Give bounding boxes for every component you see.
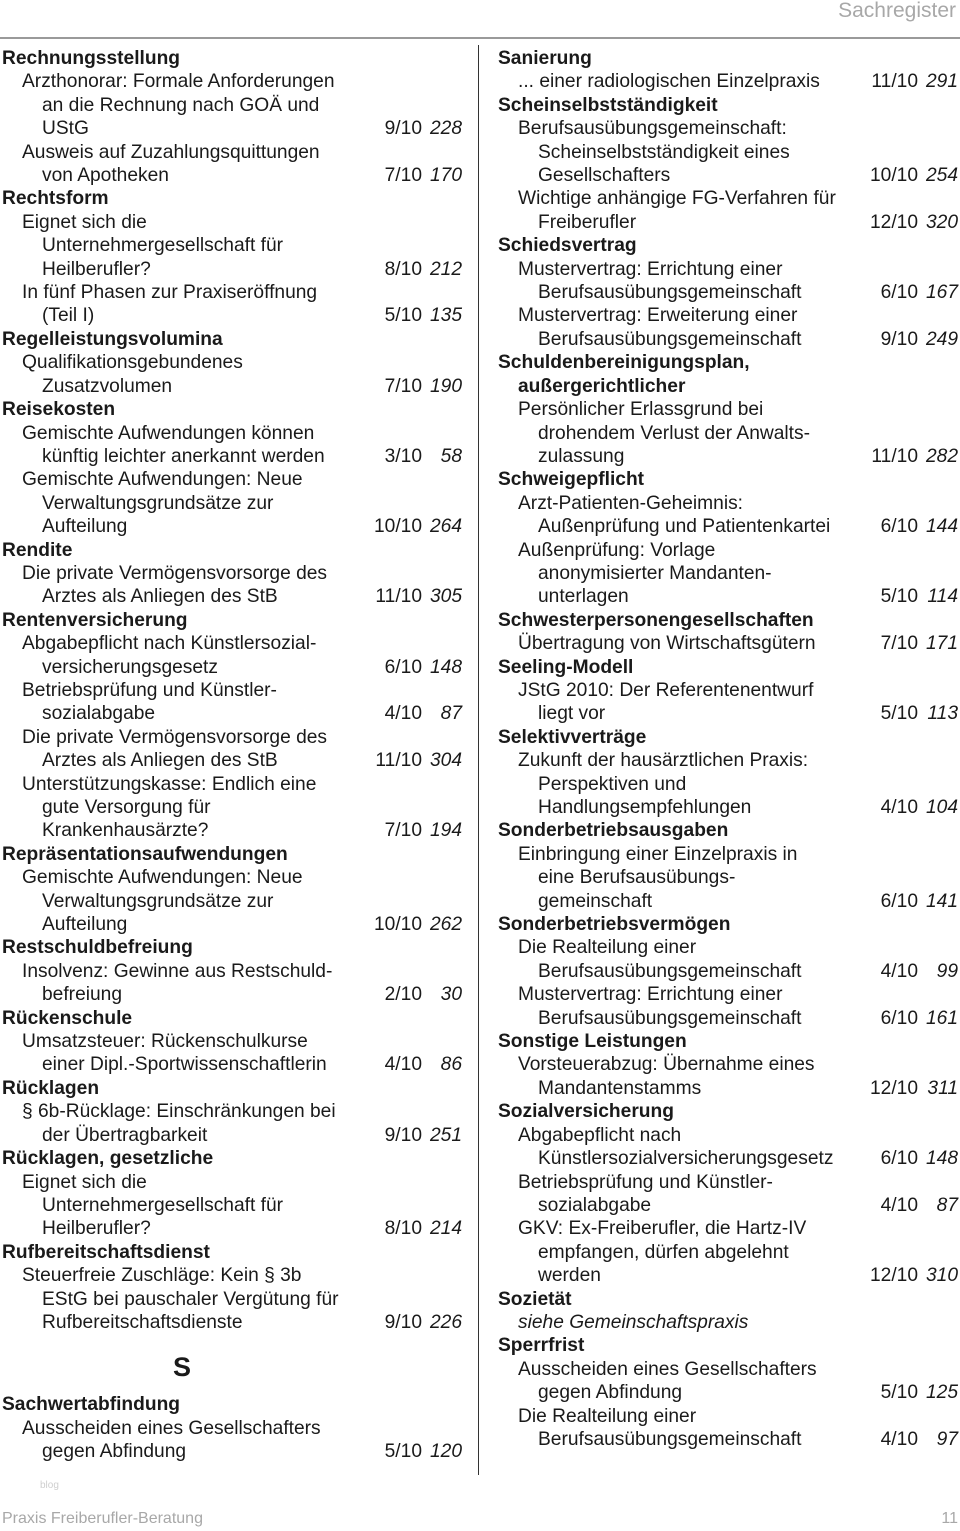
- running-header-title: Sachregister: [838, 0, 956, 22]
- index-entry-row: [498, 960, 958, 983]
- index-heading: Reisekosten: [2, 399, 116, 421]
- index-heading: Sperrfrist: [498, 1335, 585, 1357]
- index-subentry: Mustervertrag: Errichtung einer: [518, 258, 783, 280]
- page-number: 58: [440, 445, 462, 467]
- index-subentry: In fünf Phasen zur Praxiseröffnung: [22, 282, 318, 304]
- index-entry-row: [2, 117, 462, 140]
- index-subentry: § 6b-Rücklage: Einschränkungen bei: [22, 1101, 336, 1123]
- index-subentry: Mustervertrag: Erweiterung einer: [518, 305, 798, 327]
- index-subentry: JStG 2010: Der Referentenentwurf: [518, 679, 814, 701]
- index-entry-text: Aufteilung: [42, 516, 128, 538]
- page-number: 214: [429, 1218, 462, 1240]
- page-number: 262: [429, 914, 462, 936]
- index-entry-row: [2, 656, 462, 679]
- index-subentry-continuation: eine Berufsausübungs-: [538, 867, 736, 889]
- index-subentry: Berufsausübungsgemeinschaft:: [518, 118, 787, 140]
- index-entry-text: Arztes als Anliegen des StB: [42, 586, 278, 608]
- index-heading: Schiedsvertrag: [498, 235, 637, 257]
- page-number: 30: [440, 984, 462, 1006]
- issue-number: 6/10: [384, 656, 422, 678]
- index-heading: Sonstige Leistungen: [498, 1031, 687, 1053]
- index-entry-text: UStG: [42, 118, 89, 140]
- page-number: 311: [927, 1077, 958, 1099]
- page-number: 249: [925, 328, 958, 350]
- index-entry-row: [498, 796, 958, 819]
- index-entry-row: [498, 1428, 958, 1451]
- issue-number: 5/10: [880, 1382, 918, 1404]
- index-subentry: Ausscheiden eines Gesellschafters: [22, 1417, 321, 1439]
- page-number: 141: [925, 890, 958, 912]
- issue-number: 7/10: [880, 633, 918, 655]
- index-entry-text: gegen Abfindung: [538, 1382, 683, 1404]
- index-entry-row: [2, 304, 462, 327]
- index-subentry: Gemischte Aufwendungen können: [22, 422, 315, 444]
- index-entry-row: [498, 1194, 958, 1217]
- index-subentry: Betriebsprüfung und Künstler-: [518, 1171, 773, 1193]
- issue-number: 10/10: [869, 165, 918, 187]
- page-number: 135: [429, 305, 462, 327]
- index-subentry: GKV: Ex-Freiberufler, die Hartz-IV: [518, 1218, 807, 1240]
- index-entry-row: [2, 913, 462, 936]
- column-divider: [478, 45, 479, 1475]
- index-entry-row: [2, 445, 462, 468]
- issue-number: 4/10: [880, 960, 918, 982]
- index-entry-text: der Übertragbarkeit: [42, 1124, 208, 1146]
- index-heading: Rechnungsstellung: [2, 48, 181, 69]
- page-number: 113: [927, 703, 958, 725]
- index-subentry: Steuerfreie Zuschläge: Kein § 3b: [22, 1265, 302, 1287]
- index-entry-text: (Teil I): [42, 305, 95, 327]
- page-number: 125: [925, 1382, 958, 1404]
- issue-number: 5/10: [384, 1441, 422, 1463]
- index-entry-row: [498, 890, 958, 913]
- index-entry-row: [2, 1124, 462, 1147]
- issue-number: 12/10: [869, 1077, 918, 1099]
- index-subentry-continuation: gute Versorgung für: [42, 797, 211, 818]
- index-entry-text: Berufsausübungsgemeinschaft: [538, 960, 802, 982]
- issue-number: 12/10: [869, 211, 918, 233]
- issue-number: 4/10: [880, 797, 918, 818]
- index-subentry: Abgabepflicht nach: [518, 1124, 682, 1146]
- index-cross-reference: siehe Gemeinschaftspraxis: [518, 1311, 749, 1333]
- index-entry-row: [498, 1007, 958, 1030]
- index-subentry-continuation: an die Rechnung nach GOÄ und: [42, 94, 320, 116]
- index-entry-text: Freiberufler: [538, 211, 637, 233]
- index-entry-row: [498, 585, 958, 608]
- page-number: 251: [429, 1124, 462, 1146]
- index-entry-row: [2, 983, 462, 1006]
- index-heading: Repräsentationsaufwendungen: [2, 843, 288, 865]
- index-subentry: Unterstützungskasse: Endlich eine: [22, 773, 317, 795]
- index-subentry: Insolvenz: Gewinne aus Restschuld-: [22, 960, 333, 982]
- page-number: 86: [440, 1054, 462, 1076]
- index-entry-text: einer Dipl.-Sportwissenschaftlerin: [42, 1054, 327, 1076]
- index-heading: Scheinselbstständigkeit: [498, 94, 718, 116]
- index-entry-text: Gesellschafters: [538, 165, 671, 187]
- page-number: 254: [925, 165, 958, 187]
- index-entry-text: ... einer radiologischen Einzelpraxis: [518, 71, 820, 93]
- index-subentry: Die private Vermögensvorsorge des: [22, 726, 328, 748]
- issue-number: 6/10: [880, 1007, 918, 1029]
- index-entry-text: von Apotheken: [42, 165, 169, 187]
- index-entry-text: Heilberufler?: [42, 1218, 151, 1240]
- issue-number: 8/10: [384, 1218, 422, 1240]
- index-subentry: Einbringung einer Einzelpraxis in: [518, 843, 798, 865]
- index-entry-row: [498, 1147, 958, 1170]
- index-heading: Rendite: [2, 539, 73, 561]
- index-entry-text: Zusatzvolumen: [42, 375, 173, 397]
- page-number: 310: [925, 1265, 958, 1287]
- page-number: 171: [925, 633, 958, 655]
- index-entry-row: [498, 1381, 958, 1404]
- index-subentry: Zukunft der hausärztlichen Praxis:: [518, 750, 809, 772]
- page-number: 87: [440, 703, 462, 725]
- index-subentry: Mustervertrag: Errichtung einer: [518, 984, 783, 1006]
- index-entry-text: liegt vor: [538, 703, 606, 725]
- index-entry-row: [498, 515, 958, 538]
- index-subentry: Die Realteilung einer: [518, 1405, 697, 1427]
- index-subentry: Arzthonorar: Formale Anforderungen: [22, 71, 335, 93]
- index-entry-text: werden: [538, 1265, 601, 1287]
- issue-number: 8/10: [384, 258, 422, 280]
- index-heading: Rücklagen: [2, 1077, 100, 1099]
- index-subentry: Persönlicher Erlassgrund bei: [518, 399, 764, 421]
- issue-number: 11/10: [375, 586, 422, 608]
- issue-number: 4/10: [384, 703, 422, 725]
- index-entry-text: befreiung: [42, 984, 123, 1006]
- footer-page-number: 11: [941, 1510, 958, 1527]
- page-number: 282: [925, 445, 958, 467]
- index-entry-text: Außenprüfung und Patientenkartei: [538, 516, 831, 538]
- index-subentry: Qualifikationsgebundenes: [22, 352, 243, 374]
- index-heading: Rücklagen, gesetzliche: [2, 1148, 214, 1170]
- index-entry-text: Krankenhausärzte?: [42, 820, 209, 842]
- page-number: 212: [429, 258, 462, 280]
- issue-number: 7/10: [384, 165, 422, 187]
- footer-publication: Praxis Freiberufler-Beratung: [2, 1510, 203, 1527]
- index-entry-row: [498, 1077, 958, 1100]
- index-heading: Schuldenbereinigungsplan,: [498, 352, 750, 374]
- page-number: 148: [925, 1148, 958, 1170]
- page-number: 304: [429, 750, 462, 772]
- issue-number: 4/10: [880, 1194, 918, 1216]
- page-number: 291: [925, 71, 958, 93]
- index-entry-row: [2, 1440, 462, 1463]
- page-number: 144: [925, 516, 958, 538]
- index-heading: Sonderbetriebsausgaben: [498, 820, 729, 842]
- index-subentry-continuation: Verwaltungsgrundsätze zur: [42, 890, 274, 912]
- index-entry-text: Rufbereitschaftsdienste: [42, 1311, 243, 1333]
- index-heading: Selektivverträge: [498, 726, 647, 748]
- page-number: 120: [429, 1441, 462, 1463]
- index-entry-text: sozialabgabe: [538, 1194, 652, 1216]
- index-heading: Rufbereitschaftsdienst: [2, 1241, 210, 1263]
- index-entry-text: zulassung: [538, 445, 625, 467]
- index-entry-row: [2, 1217, 462, 1240]
- issue-number: 2/10: [384, 984, 422, 1006]
- index-entry-row: [498, 702, 958, 725]
- index-entry-text: künftig leichter anerkannt werden: [42, 445, 325, 467]
- issue-number: 3/10: [384, 445, 422, 467]
- index-subentry: Eignet sich die: [22, 211, 147, 233]
- issue-number: 6/10: [880, 516, 918, 538]
- index-entry-text: versicherungsgesetz: [42, 656, 218, 678]
- index-heading: Rechtsform: [2, 188, 109, 210]
- page-number: 97: [936, 1428, 958, 1450]
- index-heading: Restschuldbefreiung: [2, 937, 193, 959]
- index-entry-row: [2, 702, 462, 725]
- index-heading: Rentenversicherung: [2, 609, 188, 631]
- index-entry-row: [2, 1311, 462, 1334]
- index-entry-row: [2, 585, 462, 608]
- index-subentry: Ausscheiden eines Gesellschafters: [518, 1358, 817, 1380]
- index-subentry: Betriebsprüfung und Künstler-: [22, 679, 277, 701]
- index-entry-text: Übertragung von Wirtschaftsgütern: [518, 633, 816, 655]
- issue-number: 10/10: [373, 516, 422, 538]
- watermark: blog: [40, 1480, 59, 1491]
- issue-number: 7/10: [384, 820, 422, 842]
- index-subentry-continuation: Scheinselbstständigkeit eines: [538, 141, 790, 163]
- issue-number: 5/10: [384, 305, 422, 327]
- index-entry-text: Heilberufler?: [42, 258, 151, 280]
- section-letter: S: [172, 1352, 191, 1383]
- page-number: 170: [429, 165, 462, 187]
- page-number: 99: [936, 960, 958, 982]
- index-subentry-continuation: drohendem Verlust der Anwalts-: [538, 422, 810, 444]
- issue-number: 7/10: [384, 375, 422, 397]
- index-entry-row: [498, 445, 958, 468]
- index-entry-text: Künstlersozialversicherungsgesetz: [538, 1148, 834, 1170]
- issue-number: 9/10: [384, 1124, 422, 1146]
- index-entry-text: Berufsausübungsgemeinschaft: [538, 1007, 802, 1029]
- index-subentry: Gemischte Aufwendungen: Neue: [22, 469, 303, 491]
- issue-number: 11/10: [871, 71, 918, 93]
- index-entry-text: Berufsausübungsgemeinschaft: [538, 328, 802, 350]
- index-heading: Schwesterpersonengesellschaften: [498, 609, 814, 631]
- page-number: 194: [429, 820, 462, 842]
- index-entry-row: [498, 1264, 958, 1287]
- page-number: 264: [429, 516, 462, 538]
- issue-number: 11/10: [375, 750, 422, 772]
- index-subentry: Die private Vermögensvorsorge des: [22, 562, 328, 584]
- index-subentry-continuation: Unternehmergesellschaft für: [42, 235, 284, 257]
- header-rule: [0, 37, 960, 39]
- issue-number: 5/10: [880, 703, 918, 725]
- page-number: 161: [925, 1007, 958, 1029]
- index-entry-text: Arztes als Anliegen des StB: [42, 750, 278, 772]
- index-subentry-continuation: anonymisierter Mandanten-: [538, 562, 772, 584]
- index-heading: außergerichtlicher: [518, 375, 686, 397]
- index-entry-row: [498, 211, 958, 234]
- index-entry-row: [2, 258, 462, 281]
- index-entry-text: sozialabgabe: [42, 703, 156, 725]
- issue-number: 6/10: [880, 890, 918, 912]
- index-heading: Sachwertabfindung: [2, 1394, 181, 1416]
- index-subentry: Die Realteilung einer: [518, 937, 697, 959]
- issue-number: 9/10: [384, 118, 422, 140]
- page-number: 167: [925, 282, 958, 304]
- index-heading: Sozialversicherung: [498, 1101, 674, 1123]
- index-heading: Sonderbetriebsvermögen: [498, 914, 731, 936]
- index-entry-text: gemeinschaft: [538, 890, 653, 912]
- index-subentry: Außenprüfung: Vorlage: [518, 539, 716, 561]
- index-entry-row: [2, 1053, 462, 1076]
- index-entry-text: Berufsausübungsgemeinschaft: [538, 282, 802, 304]
- index-entry-row: [498, 328, 958, 351]
- page-number: 104: [925, 797, 958, 818]
- index-entry-row: [498, 70, 958, 93]
- page-number: 228: [429, 118, 462, 140]
- page-number: 226: [429, 1311, 462, 1333]
- index-subentry-continuation: empfangen, dürfen abgelehnt: [538, 1241, 789, 1263]
- index-entry-text: gegen Abfindung: [42, 1441, 187, 1463]
- index-heading: Schweigepflicht: [498, 469, 645, 491]
- issue-number: 10/10: [373, 914, 422, 936]
- index-subentry: Ausweis auf Zuzahlungsquittungen: [22, 141, 320, 163]
- page-number: 190: [429, 375, 462, 397]
- page-number: 114: [927, 586, 958, 608]
- index-entry-text: Handlungsempfehlungen: [538, 797, 752, 818]
- index-entry-row: [2, 375, 462, 398]
- index-subentry-continuation: Perspektiven und: [538, 773, 687, 795]
- index-entry-text: Aufteilung: [42, 914, 128, 936]
- page-number: 305: [429, 586, 462, 608]
- issue-number: 9/10: [384, 1311, 422, 1333]
- index-column-left: [2, 47, 462, 1464]
- index-subentry: Eignet sich die: [22, 1171, 147, 1193]
- index-column-right: [498, 47, 958, 1451]
- index-subentry: Arzt-Patienten-Geheimnis:: [518, 492, 744, 514]
- issue-number: 5/10: [880, 586, 918, 608]
- index-subentry: Wichtige anhängige FG-Verfahren für: [518, 188, 836, 210]
- page-number: 148: [429, 656, 462, 678]
- index-subentry: Abgabepflicht nach Künstlersozial-: [22, 633, 317, 655]
- index-heading: Sanierung: [498, 48, 592, 69]
- index-subentry-continuation: Unternehmergesellschaft für: [42, 1194, 284, 1216]
- page-number: 320: [925, 211, 958, 233]
- issue-number: 11/10: [871, 445, 918, 467]
- issue-number: 9/10: [880, 328, 918, 350]
- issue-number: 12/10: [869, 1265, 918, 1287]
- index-entry-row: [2, 164, 462, 187]
- page-number: 87: [936, 1194, 958, 1216]
- index-entry-text: Mandantenstamms: [538, 1077, 702, 1099]
- index-entry-row: [498, 281, 958, 304]
- index-entry-row: [498, 164, 958, 187]
- index-entry-row: [2, 749, 462, 772]
- index-subentry: Umsatzsteuer: Rückenschulkurse: [22, 1031, 308, 1053]
- index-subentry-continuation: Verwaltungsgrundsätze zur: [42, 492, 274, 514]
- index-entry-row: [498, 632, 958, 655]
- issue-number: 4/10: [384, 1054, 422, 1076]
- index-subentry: Gemischte Aufwendungen: Neue: [22, 867, 303, 889]
- index-entry-row: [2, 819, 462, 842]
- issue-number: 4/10: [880, 1428, 918, 1450]
- issue-number: 6/10: [880, 282, 918, 304]
- issue-number: 6/10: [880, 1148, 918, 1170]
- index-entry-text: unterlagen: [538, 586, 629, 608]
- index-entry-row: [2, 515, 462, 538]
- index-subentry-continuation: EStG bei pauschaler Vergütung für: [42, 1288, 339, 1310]
- index-heading: Rückenschule: [2, 1007, 133, 1029]
- index-heading: Sozietät: [498, 1288, 572, 1310]
- index-heading: Seeling-Modell: [498, 656, 634, 678]
- index-entry-text: Berufsausübungsgemeinschaft: [538, 1428, 802, 1450]
- index-subentry: Vorsteuerabzug: Übernahme eines: [518, 1054, 815, 1076]
- index-heading: Regelleistungsvolumina: [2, 328, 223, 350]
